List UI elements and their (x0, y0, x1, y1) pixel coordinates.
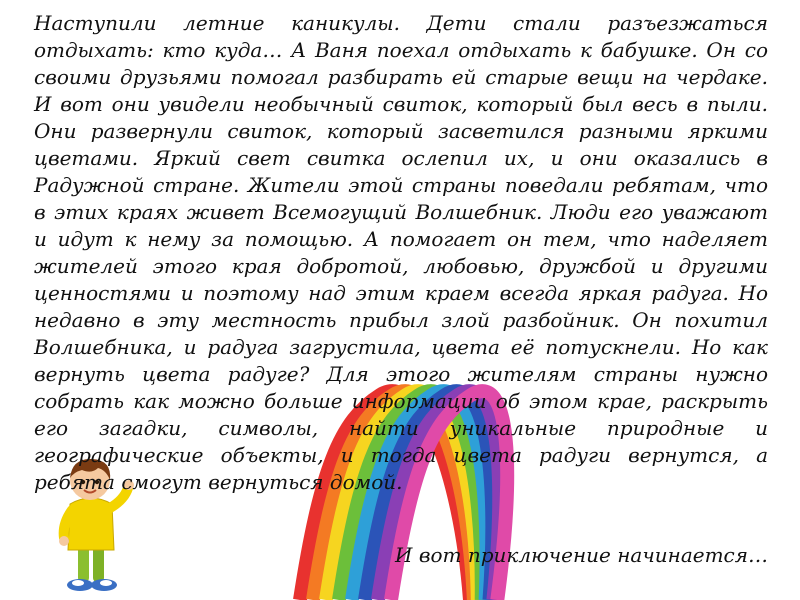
story-text: Наступили летние каникулы. Дети стали разъезжаться отдыхать: кто куда… А Ваня поехал отдыхать к бабушке. Он со своими друзьями помогал разбирать ей старые вещи на чердаке. И вот они увидели необычный свиток, который был весь в пыли. Они развернули свиток, который засветился разными яркими цветами. Яркий свет свитка ослепил их, и они оказались в Радужной стране. Жители этой страны поведали ребятам, что в этих краях живет Всемогущий Волшебник. Люди его уважают и идут к нему за помощью. А помогает он тем, что наделяет жителей этого края добротой, любовью, дружбой и другими ценностями и поэтому над этим краем всегда яркая радуга. Но недавно в эту местность прибыл злой разбойник. Он похитил Волшебника, и радуга загрустила, цвета её потускнели. Но как вернуть цвета радуге? Для этого жителям страны нужно собрать как можно больше информации об этом крае, раскрыть его загадки, символы, найти уникальные природные и географические объекты, и тогда цвета радуги вернутся, а ребята смогут вернуться домой. (34, 11, 768, 494)
closing-line: И вот приключение начинается… (395, 543, 768, 567)
